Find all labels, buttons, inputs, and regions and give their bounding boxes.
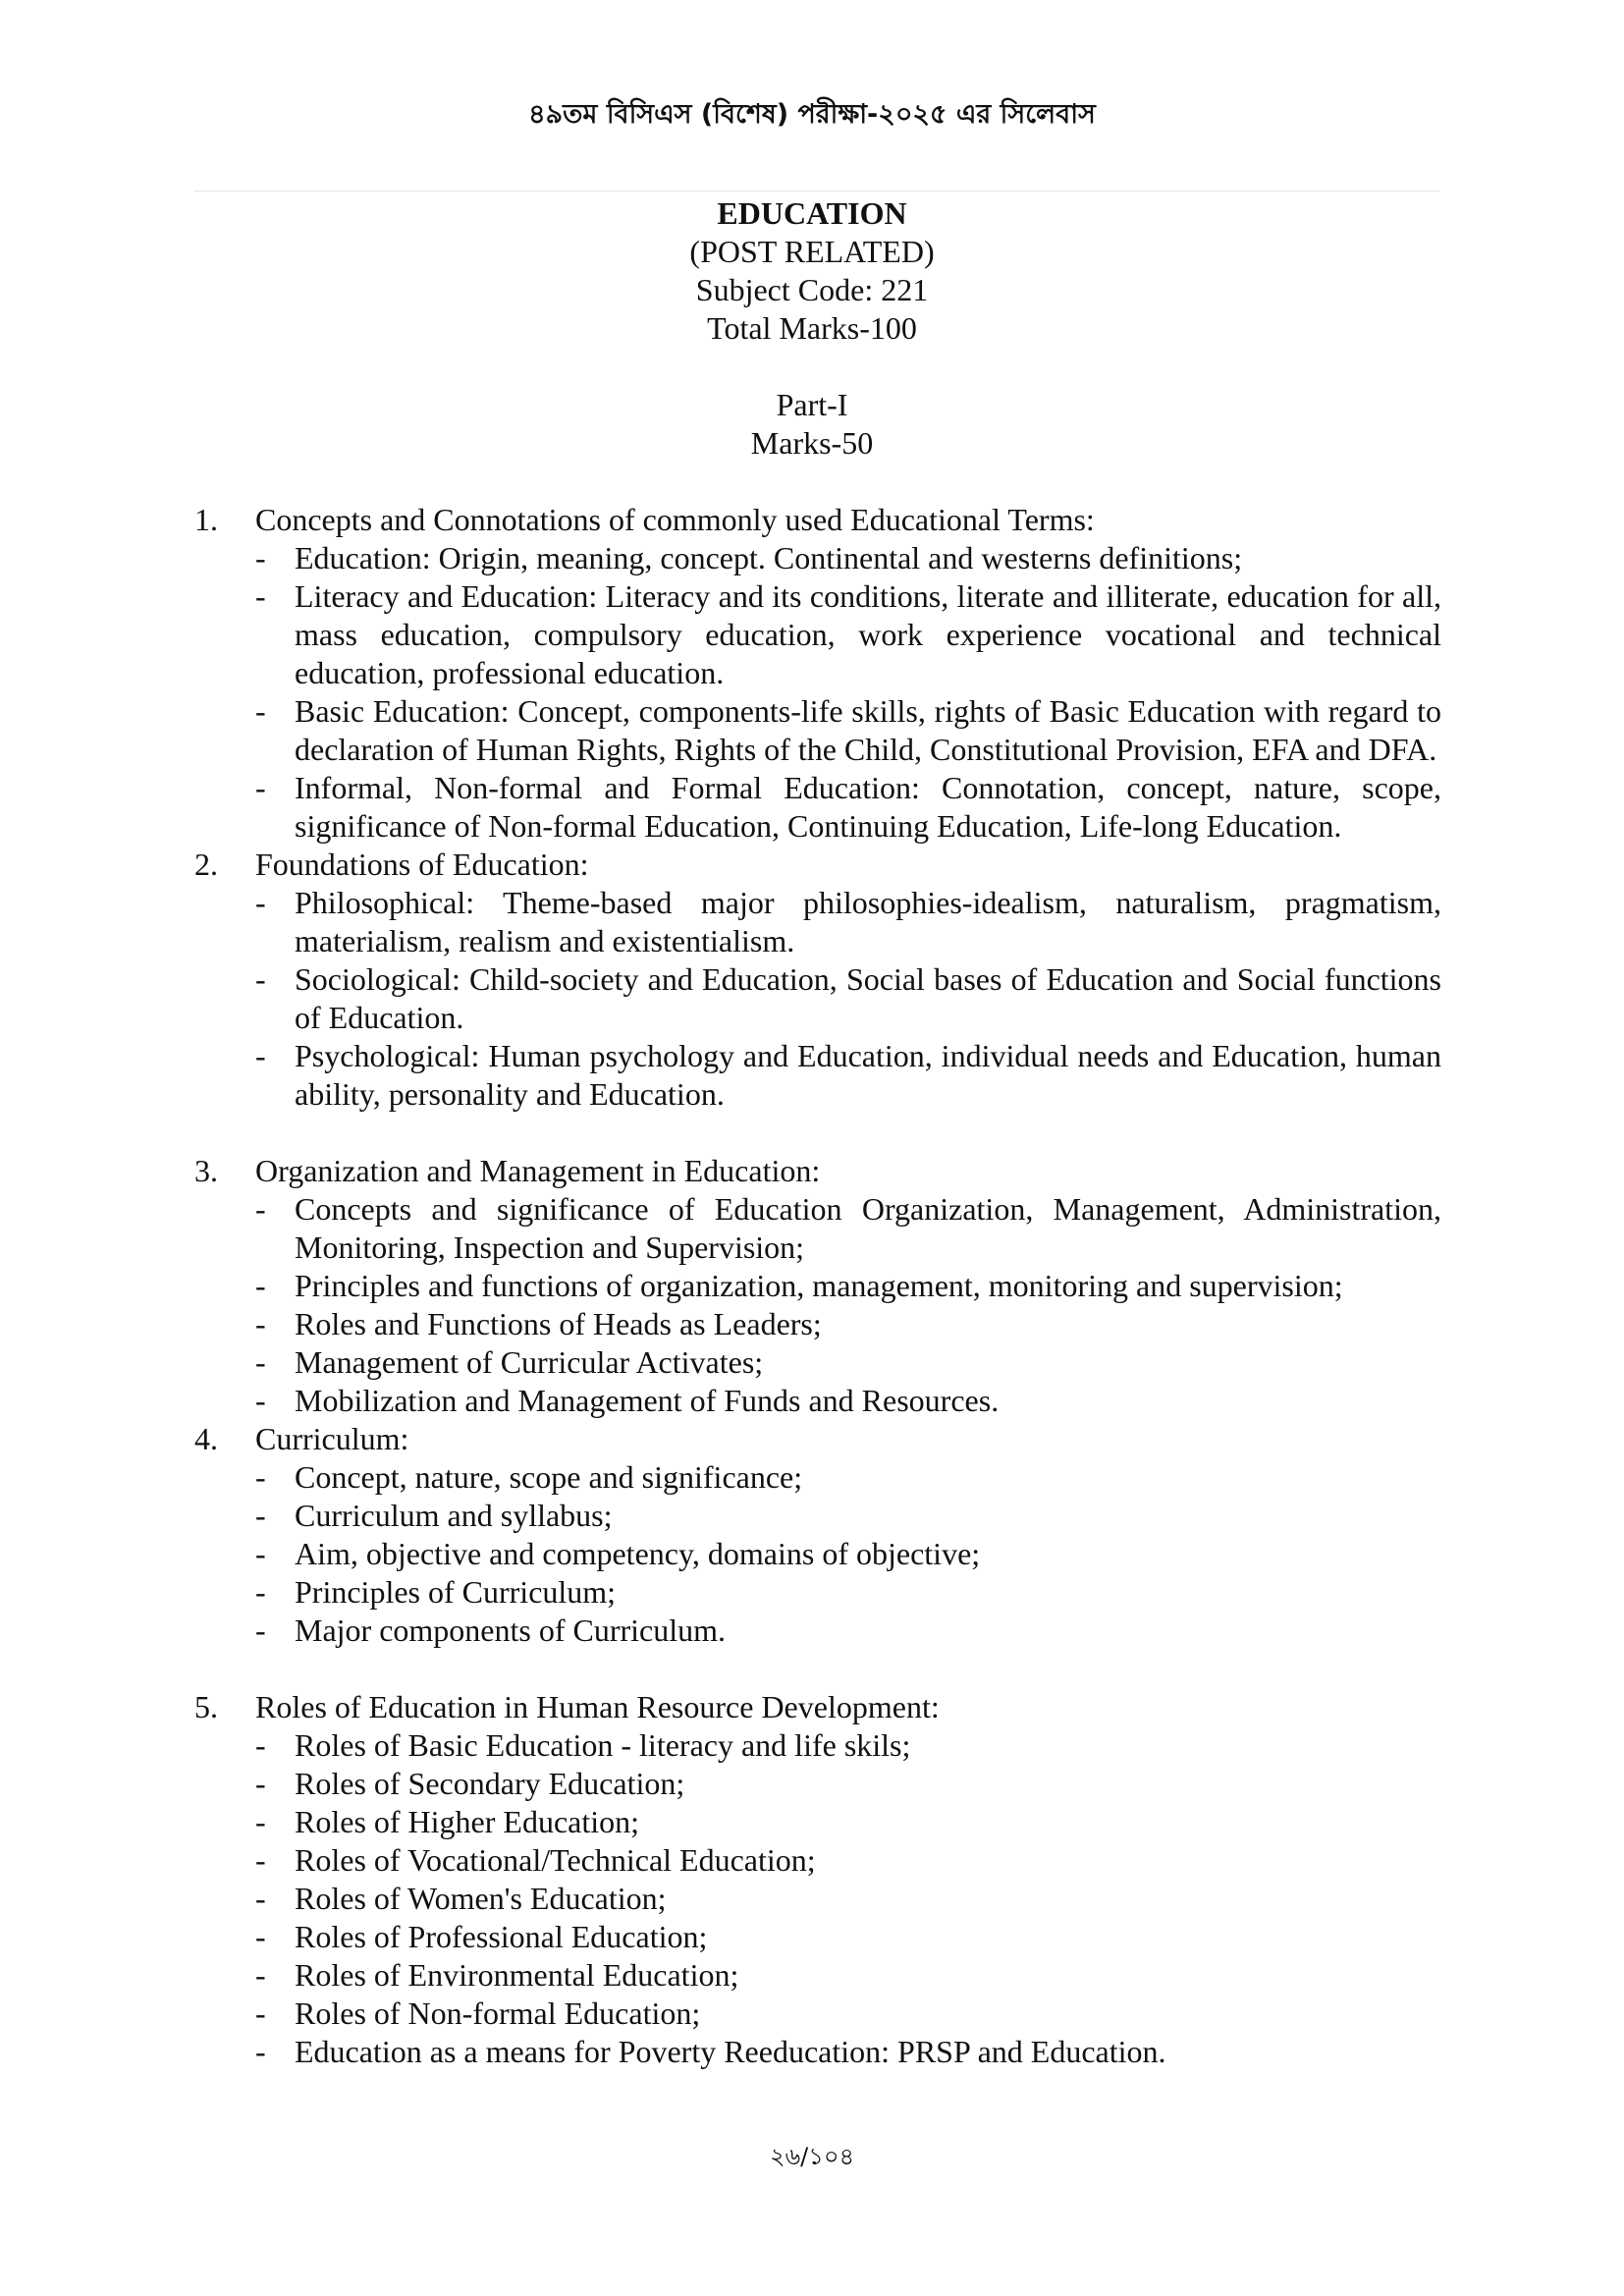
- list-item: [194, 1880, 1441, 1918]
- list-marker: -: [255, 1574, 266, 1610]
- list-item-text: Concepts and significance of Education Organization, Management, Administration, Monitoring, Inspection and Supervision;: [295, 1191, 1441, 1265]
- list-item-text: Principles and functions of organization, management, monitoring and supervision;: [295, 1268, 1343, 1303]
- syllabus-content: [194, 501, 1441, 2071]
- list-marker: -: [255, 1038, 266, 1073]
- section-heading: [194, 1420, 1441, 1458]
- section-number: 4.: [194, 1421, 218, 1456]
- list-marker: -: [255, 1881, 266, 1916]
- syllabus-section: [194, 1152, 1441, 1420]
- list-item: [194, 1803, 1441, 1841]
- list-item: [194, 1995, 1441, 2033]
- section-title: Roles of Education in Human Resource Development:: [255, 1689, 940, 1724]
- list-marker: -: [255, 693, 266, 729]
- part-label: Part-I: [776, 387, 848, 422]
- list-item: [194, 1918, 1441, 1956]
- list-item: [194, 1382, 1441, 1420]
- list-item: [194, 539, 1441, 577]
- list-item: [194, 884, 1441, 960]
- list-item-text: Roles of Secondary Education;: [295, 1766, 685, 1801]
- list-item-text: Philosophical: Theme-based major philosophies-idealism, naturalism, pragmatism, materialism, realism and existentialism.: [295, 885, 1441, 958]
- list-item-text: Education: Origin, meaning, concept. Continental and westerns definitions;: [295, 540, 1243, 575]
- subject-title: EDUCATION: [717, 195, 907, 231]
- section-items: [194, 1458, 1441, 1650]
- list-item-text: Principles of Curriculum;: [295, 1574, 617, 1610]
- list-marker: -: [255, 1842, 266, 1878]
- list-item-text: Education as a means for Poverty Reeducation: PRSP and Education.: [295, 2034, 1166, 2069]
- list-item-text: Informal, Non-formal and Formal Education: Connotation, concept, nature, scope, significance of Non-formal Education, Continuing Education, Life-long Education.: [295, 770, 1441, 844]
- list-item: [194, 960, 1441, 1037]
- section-title: Foundations of Education:: [255, 847, 589, 882]
- list-item: [194, 1497, 1441, 1535]
- page-number: ২৬/১০৪: [769, 2143, 855, 2170]
- list-item: [194, 1956, 1441, 1995]
- list-item: [194, 1037, 1441, 1114]
- list-item: [194, 1535, 1441, 1573]
- list-item-text: Major components of Curriculum.: [295, 1613, 727, 1648]
- section-number: 5.: [194, 1689, 218, 1724]
- section-items: [194, 1190, 1441, 1420]
- running-header: ৪৯তম বিসিএস (বিশেষ) পরীক্ষা-২০২৫ এর সিলেবাস: [528, 99, 1096, 130]
- section-title: Concepts and Connotations of commonly used Educational Terms:: [255, 502, 1095, 537]
- section-items: [194, 539, 1441, 846]
- list-item: [194, 2033, 1441, 2071]
- section-heading: [194, 1152, 1441, 1190]
- list-item-text: Literacy and Education: Literacy and its conditions, literate and illiterate, education for all, mass education, compulsory education, work experience vocational and technical education, professional education.: [295, 578, 1441, 690]
- section-number: 1.: [194, 502, 218, 537]
- list-item-text: Mobilization and Management of Funds and Resources.: [295, 1383, 1000, 1418]
- list-marker: -: [255, 578, 266, 614]
- list-marker: -: [255, 1957, 266, 1993]
- subject-category: (POST RELATED): [689, 234, 935, 269]
- list-item: [194, 1343, 1441, 1382]
- list-item-text: Roles of Professional Education;: [295, 1919, 708, 1954]
- list-item: [194, 1841, 1441, 1880]
- list-item: [194, 1726, 1441, 1765]
- section-heading: [194, 501, 1441, 539]
- list-marker: -: [255, 2034, 266, 2069]
- part-marks: Marks-50: [750, 425, 874, 461]
- syllabus-section: [194, 501, 1441, 846]
- syllabus-section: [194, 846, 1441, 1114]
- list-item-text: Concept, nature, scope and significance;: [295, 1459, 803, 1495]
- list-item: [194, 1765, 1441, 1803]
- list-marker: -: [255, 1344, 266, 1380]
- list-marker: -: [255, 770, 266, 805]
- syllabus-section: [194, 1688, 1441, 2071]
- list-marker: -: [255, 1268, 266, 1303]
- list-marker: -: [255, 961, 266, 997]
- list-item: [194, 1305, 1441, 1343]
- list-marker: -: [255, 885, 266, 920]
- total-marks: Total Marks-100: [707, 310, 917, 346]
- section-title: Curriculum:: [255, 1421, 409, 1456]
- list-item-text: Roles and Functions of Heads as Leaders;: [295, 1306, 822, 1341]
- list-marker: -: [255, 1459, 266, 1495]
- list-item-text: Psychological: Human psychology and Education, individual needs and Education, human ability, personality and Education.: [295, 1038, 1441, 1112]
- title-block: [0, 194, 1624, 463]
- list-marker: -: [255, 1804, 266, 1839]
- list-item: [194, 1190, 1441, 1267]
- list-item-text: Aim, objective and competency, domains of objective;: [295, 1536, 981, 1571]
- list-item-text: Basic Education: Concept, components-life skills, rights of Basic Education with regard to declaration of Human Rights, Rights of the Child, Constitutional Provision, EFA and DFA.: [295, 693, 1441, 767]
- section-heading: [194, 1688, 1441, 1726]
- list-item-text: Roles of Basic Education - literacy and life skils;: [295, 1727, 911, 1763]
- list-item-text: Curriculum and syllabus;: [295, 1498, 613, 1533]
- list-marker: -: [255, 1191, 266, 1227]
- list-item: [194, 692, 1441, 769]
- list-marker: -: [255, 1498, 266, 1533]
- list-marker: -: [255, 540, 266, 575]
- list-marker: -: [255, 1536, 266, 1571]
- list-item: [194, 1458, 1441, 1497]
- list-item-text: Sociological: Child-society and Education, Social bases of Education and Social functions of Education.: [295, 961, 1441, 1035]
- section-items: [194, 884, 1441, 1114]
- section-title: Organization and Management in Education:: [255, 1153, 821, 1188]
- list-item: [194, 1573, 1441, 1612]
- list-marker: -: [255, 1306, 266, 1341]
- section-items: [194, 1726, 1441, 2071]
- subject-code: Subject Code: 221: [695, 272, 929, 307]
- list-item-text: Management of Curricular Activates;: [295, 1344, 764, 1380]
- list-item-text: Roles of Women's Education;: [295, 1881, 667, 1916]
- list-item: [194, 1267, 1441, 1305]
- list-item-text: Roles of Higher Education;: [295, 1804, 640, 1839]
- section-number: 2.: [194, 847, 218, 882]
- list-marker: -: [255, 1383, 266, 1418]
- list-marker: -: [255, 1613, 266, 1648]
- section-number: 3.: [194, 1153, 218, 1188]
- syllabus-section: [194, 1420, 1441, 1650]
- list-marker: -: [255, 1766, 266, 1801]
- list-item-text: Roles of Non-formal Education;: [295, 1995, 701, 2031]
- list-marker: -: [255, 1995, 266, 2031]
- list-marker: -: [255, 1919, 266, 1954]
- list-item: [194, 769, 1441, 846]
- list-item: [194, 1612, 1441, 1650]
- section-heading: [194, 846, 1441, 884]
- list-item-text: Roles of Environmental Education;: [295, 1957, 739, 1993]
- list-marker: -: [255, 1727, 266, 1763]
- list-item-text: Roles of Vocational/Technical Education;: [295, 1842, 816, 1878]
- list-item: [194, 577, 1441, 692]
